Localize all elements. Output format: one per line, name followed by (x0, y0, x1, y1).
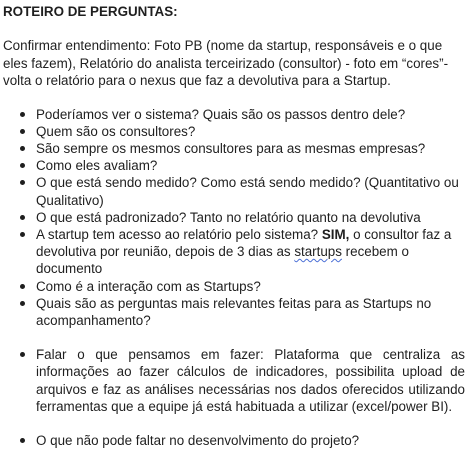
list-item: O que está sendo medido? Como está sendo medido? (Quantitativo ou Qualitativo) (3, 174, 465, 208)
list-item: São sempre os mesmos consultores para as mesmas empresas? (3, 140, 465, 157)
document-title: ROTEIRO DE PERGUNTAS: (3, 4, 178, 19)
bold-answer: SIM, (321, 226, 350, 242)
bullet-icon (20, 284, 25, 289)
bullet-icon (20, 163, 25, 168)
list-item: Poderíamos ver o sistema? Quais são os passos dentro dele? (3, 106, 465, 123)
list-item: O que está padronizado? Tanto no relatório quanto na devolutiva (3, 209, 465, 226)
plan-list (3, 346, 465, 415)
spellcheck-flagged-word[interactable]: startups (294, 244, 342, 260)
list-item: Quem são os consultores? (3, 123, 465, 140)
bullet-icon (20, 232, 25, 237)
list-item-final: O que não pode faltar no desenvolvimento do projeto? (3, 432, 465, 449)
list-item: Como é a interação com as Startups? (3, 278, 465, 295)
list-item: Quais são as perguntas mais relevantes feitas para as Startups no acompanhamento? (3, 295, 465, 329)
list-item: Como eles avaliam? (3, 157, 465, 174)
bullet-icon (20, 352, 25, 357)
bullet-icon (20, 129, 25, 134)
list-item-plan: Falar o que pensamos em fazer: Plataforma que centraliza as informações ao fazer cálculos de indicadores, possibilita upload de arquivos e faz as análises necessárias nos dados oferecidos utilizando ferramentas que a equipe já está habituada a utilizar (excel/power BI). (3, 346, 465, 415)
blank-line (3, 329, 465, 346)
bullet-icon (20, 438, 25, 443)
intro-paragraph: Confirmar entendimento: Foto PB (nome da startup, responsáveis e o que eles fazem), Relatório do analista terceirizado (consultor) - foto em “cores”- volta o relatório para o nexus que faz a devolutiva para a Startup. (3, 38, 449, 88)
bullet-icon (20, 146, 25, 151)
bullet-icon (20, 180, 25, 185)
blank-line (3, 415, 465, 432)
bullet-icon (20, 112, 25, 117)
question-list (3, 106, 465, 330)
bullet-icon (20, 215, 25, 220)
final-list (3, 432, 465, 449)
list-item-access: A startup tem acesso ao relatório pelo sistema? SIM, o consultor faz a devolutiva por reunião, depois de 3 dias as startups recebem o documento (3, 226, 465, 278)
bullet-icon (20, 301, 25, 306)
document (3, 3, 465, 449)
